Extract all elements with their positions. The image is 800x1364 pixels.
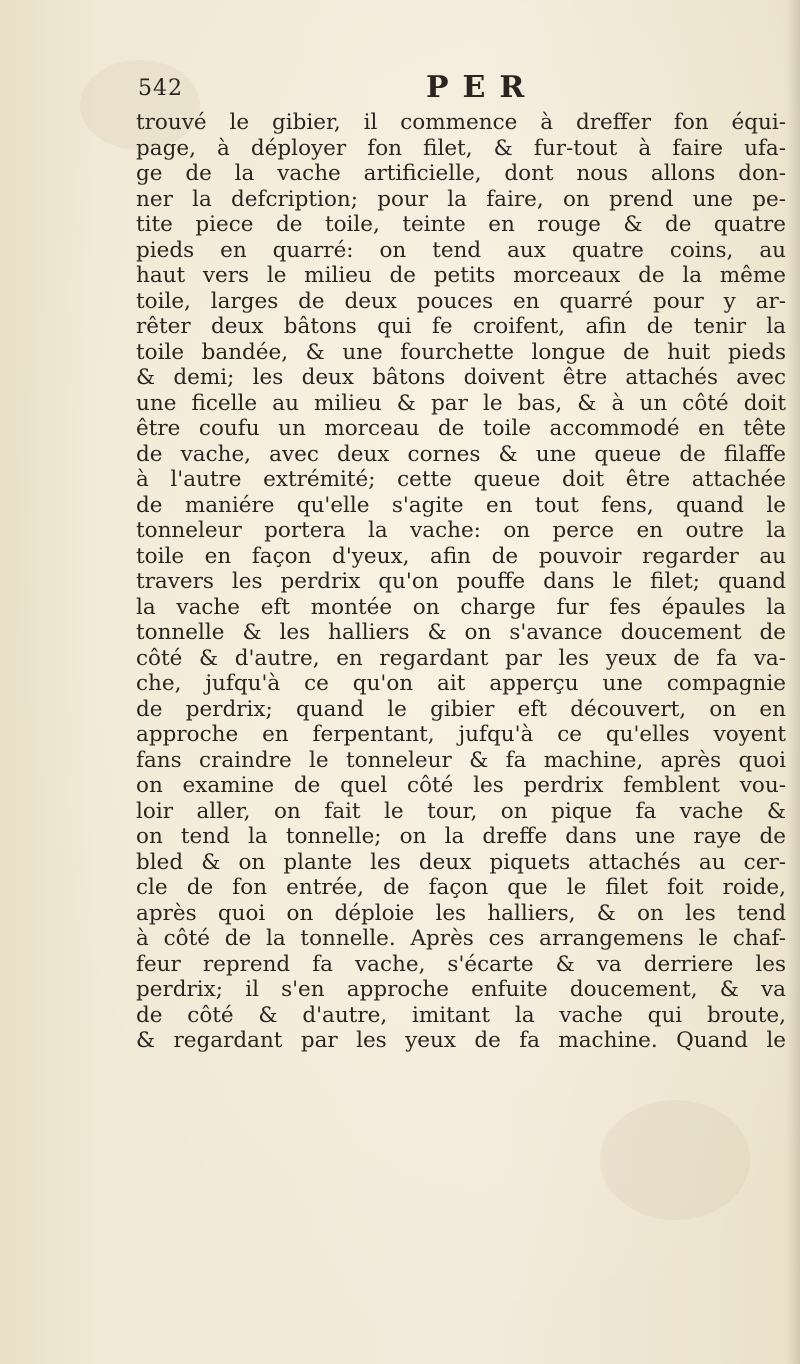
running-head: PER (426, 70, 539, 105)
text-line: cle de fon entrée, de façon que le filet foit roide, (136, 875, 786, 900)
text-line: à l'autre extrémité; cette queue doit être attachée (136, 467, 786, 492)
text-line: toile en façon d'yeux, afin de pouvoir regarder au (136, 543, 786, 569)
text-line: haut vers le milieu de petits morceaux de la même (136, 263, 786, 288)
page-number: 542 (138, 76, 183, 101)
text-line: toile, larges de deux pouces en quarré pour y ar- (136, 288, 786, 314)
text-line: page, à déployer fon filet, & fur-tout à faire ufa- (136, 135, 786, 161)
text-line: tonnelle & les halliers & on s'avance doucement de (136, 620, 786, 645)
paper-stain (600, 1100, 750, 1220)
text-line: travers les perdrix qu'on pouffe dans le filet; quand (136, 569, 786, 594)
text-line: & demi; les deux bâtons doivent être attachés avec (136, 365, 786, 390)
text-line: che, jufqu'à ce qu'on ait apperçu une compagnie (136, 671, 786, 696)
text-line: de côté & d'autre, imitant la vache qui broute, (136, 1002, 786, 1028)
page-header (132, 70, 652, 110)
text-line: trouvé le gibier, il commence à dreffer fon équi- (136, 110, 786, 135)
page-edge-shadow (786, 0, 800, 1364)
text-line: fans craindre le tonneleur & fa machine, après quoi (136, 747, 786, 773)
text-line: & regardant par les yeux de fa machine. Quand le (136, 1028, 786, 1053)
body-text (136, 110, 786, 1054)
text-line: on examine de quel côté les perdrix femblent vou- (136, 773, 786, 798)
text-line: la vache eft montée on charge fur fes épaules la (136, 594, 786, 620)
text-line: ge de la vache artificielle, dont nous allons don- (136, 161, 786, 186)
text-line: tite piece de toile, teinte en rouge & de quatre (136, 212, 786, 237)
text-line: tonneleur portera la vache: on perce en outre la (136, 518, 786, 543)
text-line: de vache, avec deux cornes & une queue de filaffe (136, 441, 786, 467)
text-line: ner la defcription; pour la faire, on prend une pe- (136, 186, 786, 212)
text-line: approche en ferpentant, jufqu'à ce qu'elles voyent (136, 722, 786, 747)
text-line: bled & on plante les deux piquets attachés au cer- (136, 849, 786, 875)
text-line: pieds en quarré: on tend aux quatre coins, au (136, 237, 786, 263)
text-line: on tend la tonnelle; on la dreffe dans une raye de (136, 824, 786, 849)
text-line: à côté de la tonnelle. Après ces arrangemens le chaf- (136, 926, 786, 951)
text-line: loir aller, on fait le tour, on pique fa vache & (136, 798, 786, 824)
text-line: être coufu un morceau de toile accommodé en tête (136, 416, 786, 441)
text-line: une ficelle au milieu & par le bas, & à un côté doit (136, 390, 786, 416)
text-line: de maniére qu'elle s'agite en tout fens, quand le (136, 492, 786, 518)
text-line: toile bandée, & une fourchette longue de huit pieds (136, 339, 786, 365)
text-line: de perdrix; quand le gibier eft découvert, on en (136, 696, 786, 722)
text-line: perdrix; il s'en approche enfuite doucement, & va (136, 977, 786, 1002)
text-line: après quoi on déploie les halliers, & on les tend (136, 900, 786, 926)
text-line: feur reprend fa vache, s'écarte & va derriere les (136, 951, 786, 977)
text-line: côté & d'autre, en regardant par les yeux de fa va- (136, 645, 786, 671)
text-line: rêter deux bâtons qui fe croifent, afin de tenir la (136, 314, 786, 339)
